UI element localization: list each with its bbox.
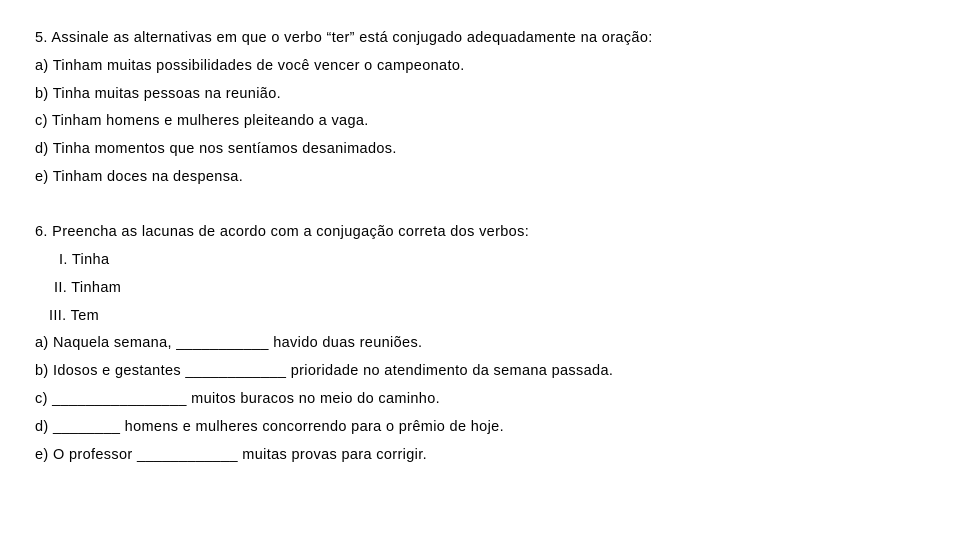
question-6-item-e: e) O professor ____________ muitas provas para corrigir.: [35, 447, 427, 463]
question-5-option-d: d) Tinha momentos que nos sentíamos desanimados.: [35, 141, 397, 157]
question-6-prompt: 6. Preencha as lacunas de acordo com a conjugação correta dos verbos:: [35, 224, 530, 240]
question-5-option-a: a) Tinham muitas possibilidades de você vencer o campeonato.: [35, 58, 465, 74]
question-5-option-e: e) Tinham doces na despensa.: [35, 169, 244, 185]
question-6-roman-option-3: III. Tem: [49, 308, 100, 324]
question-6-item-a: a) Naquela semana, ___________ havido duas reuniões.: [35, 335, 423, 351]
question-6-roman-option-1: I. Tinha: [59, 252, 110, 268]
question-5-option-b: b) Tinha muitas pessoas na reunião.: [35, 86, 281, 102]
question-5-prompt: 5. Assinale as alternativas em que o verbo “ter” está conjugado adequadamente na oração:: [35, 30, 653, 46]
question-5-option-c: c) Tinham homens e mulheres pleiteando a vaga.: [35, 113, 369, 129]
question-6-item-d: d) ________ homens e mulheres concorrendo para o prêmio de hoje.: [35, 419, 504, 435]
question-6-item-b: b) Idosos e gestantes ____________ prioridade no atendimento da semana passada.: [35, 363, 614, 379]
question-6-roman-option-2: II. Tinham: [54, 280, 122, 296]
question-6-item-c: c) ________________ muitos buracos no meio do caminho.: [35, 391, 441, 407]
